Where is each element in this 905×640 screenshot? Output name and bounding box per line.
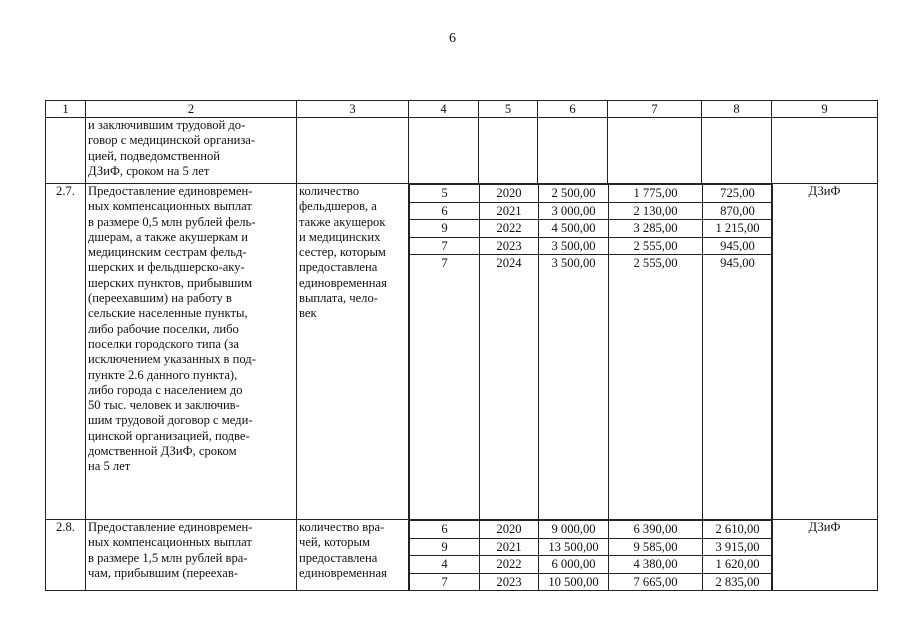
federal-cell: 1 775,00	[609, 185, 703, 203]
row-description: Предоставление единовремен- ных компенсационных выплат в размере 1,5 млн рублей вра- чам, прибывшим (переехав-	[86, 520, 297, 591]
regional-cell: 870,00	[703, 202, 773, 220]
federal-cell: 2 130,00	[609, 202, 703, 220]
row-number: 2.7.	[46, 184, 86, 520]
regional-cell: 2 610,00	[703, 521, 773, 539]
header-cell: 3	[297, 101, 409, 118]
page-number: 6	[449, 31, 456, 46]
total-cell: 3 500,00	[539, 255, 609, 520]
year-row	[410, 220, 773, 238]
regional-cell: 1 620,00	[703, 556, 773, 574]
regional-cell: 2 835,00	[703, 573, 773, 590]
total-cell: 4 500,00	[539, 220, 609, 238]
header-cell: 5	[479, 101, 538, 118]
count-cell: 7	[410, 237, 480, 255]
table-row	[46, 520, 878, 591]
regional-cell: 945,00	[703, 255, 773, 520]
year-cell: 2023	[480, 573, 539, 590]
header-cell: 1	[46, 101, 86, 118]
regional-cell: 3 915,00	[703, 538, 773, 556]
year-row	[410, 185, 773, 203]
total-cell: 3 000,00	[539, 202, 609, 220]
federal-cell: 2 555,00	[609, 255, 703, 520]
responsible-org: ДЗиФ	[772, 184, 878, 520]
total-cell: 9 000,00	[539, 521, 609, 539]
continuation-row	[46, 118, 878, 184]
federal-cell: 3 285,00	[609, 220, 703, 238]
total-cell: 2 500,00	[539, 185, 609, 203]
total-cell: 3 500,00	[539, 237, 609, 255]
regional-cell: 945,00	[703, 237, 773, 255]
count-cell: 9	[410, 538, 480, 556]
federal-cell: 9 585,00	[609, 538, 703, 556]
header-cell: 6	[538, 101, 608, 118]
header-cell: 4	[409, 101, 479, 118]
header-cell: 9	[772, 101, 878, 118]
federal-cell: 6 390,00	[609, 521, 703, 539]
total-cell: 10 500,00	[539, 573, 609, 590]
count-cell: 6	[410, 202, 480, 220]
year-cell: 2024	[480, 255, 539, 520]
regional-cell: 1 215,00	[703, 220, 773, 238]
header-cell: 8	[702, 101, 772, 118]
year-values	[409, 520, 772, 591]
header-cell: 7	[608, 101, 702, 118]
count-cell: 7	[410, 573, 480, 590]
year-row	[410, 202, 773, 220]
federal-cell: 4 380,00	[609, 556, 703, 574]
count-cell: 6	[410, 521, 480, 539]
year-row	[410, 237, 773, 255]
count-cell: 4	[410, 556, 480, 574]
federal-cell: 2 555,00	[609, 237, 703, 255]
total-cell: 6 000,00	[539, 556, 609, 574]
table-row	[46, 184, 878, 520]
year-cell: 2022	[480, 220, 539, 238]
header-row	[46, 101, 878, 118]
year-row	[410, 538, 773, 556]
row-number: 2.8.	[46, 520, 86, 591]
year-cell: 2021	[480, 538, 539, 556]
year-values	[409, 184, 772, 520]
year-cell: 2021	[480, 202, 539, 220]
row-indicator: количество вра- чей, которым предоставлена единовременная	[297, 520, 409, 591]
federal-cell: 7 665,00	[609, 573, 703, 590]
continuation-description: и заключившим трудовой до- говор с медицинской организа- цией, подведомственной ДЗиФ, сроком на 5 лет	[86, 118, 297, 184]
year-row	[410, 573, 773, 590]
count-cell: 5	[410, 185, 480, 203]
total-cell: 13 500,00	[539, 538, 609, 556]
responsible-org: ДЗиФ	[772, 520, 878, 591]
count-cell: 9	[410, 220, 480, 238]
count-cell: 7	[410, 255, 480, 520]
year-row	[410, 255, 773, 520]
program-table	[45, 100, 878, 591]
row-number	[46, 118, 86, 184]
header-cell: 2	[86, 101, 297, 118]
row-indicator: количество фельдшеров, а также акушерок и медицинских сестер, которым предоставлена единовременная выплата, чело- век	[297, 184, 409, 520]
year-row	[410, 521, 773, 539]
year-cell: 2020	[480, 521, 539, 539]
year-cell: 2023	[480, 237, 539, 255]
year-cell: 2022	[480, 556, 539, 574]
regional-cell: 725,00	[703, 185, 773, 203]
year-row	[410, 556, 773, 574]
row-description: Предоставление единовремен- ных компенсационных выплат в размере 0,5 млн рублей фель- дшерам, а также акушеркам и медицинским сестрам фельд- шерских и фельдшерско-аку- шерских пунктов, прибывшим (переехавшим) на работу в сельские населенные пункты, либо рабочие поселки, либо поселки городского типа (за исключением указанных в под- пункте 2.6 данного пункта), либо города с населением до 50 тыс. человек и заключив- шим трудовой договор с меди- цинской организацией, подве- домственной ДЗиФ, сроком на 5 лет	[86, 184, 297, 520]
year-cell: 2020	[480, 185, 539, 203]
